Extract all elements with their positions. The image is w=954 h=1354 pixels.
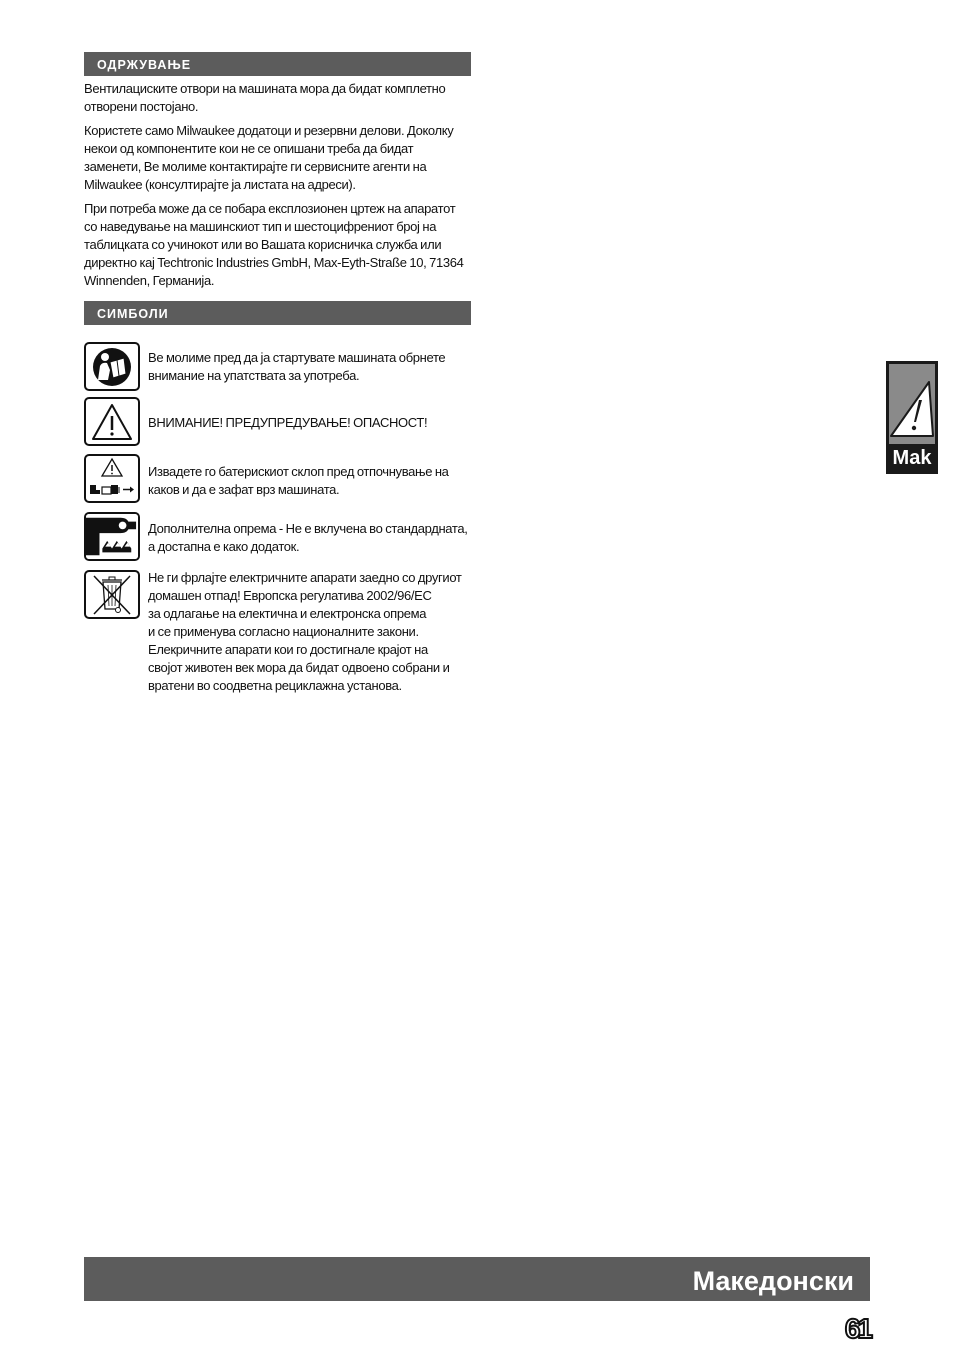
warning-triangle-icon [84, 397, 140, 446]
symbol-row-weee [84, 570, 471, 695]
symbol-text-read-manual: Ве молиме пред да ја стартувате машината обрнете внимание на упатствата за употреба. [148, 350, 446, 383]
footer-language-bar: Македонски [84, 1257, 870, 1301]
maintenance-paragraph-1: Вентилациските отвори на машината мора да бидат комплетно отворени постојано. [84, 81, 446, 114]
main-column [84, 52, 471, 695]
maintenance-paragraph-2: Користете само Milwaukee додатоци и резервни делови. Доколку некои од компонентите кои не се опишани треба да бидат заменети, Ве молиме контактирајте ги сервисните агенти на Milwaukee (консултирајте ја листата на адреси). [84, 123, 454, 192]
read-manual-icon [84, 342, 140, 391]
language-side-tab [886, 361, 938, 474]
section-heading-maintenance: ОДРЖУВАЊЕ [84, 52, 471, 76]
symbol-text-accessory: Дополнителна опрема - Не е вклучена во стандардната, а достапна е како додаток. [148, 521, 468, 554]
symbol-text-remove-battery: Извадете го батерискиот склоп пред отпочнување на каков и да е зафат врз машината. [148, 464, 449, 497]
section-heading-symbols: СИМБОЛИ [84, 301, 471, 325]
page-number: 61 [844, 1313, 870, 1344]
symbol-text-warning: ВНИМАНИЕ! ПРЕДУПРЕДУВАЊЕ! ОПАСНОСТ! [148, 415, 428, 430]
symbol-text-weee: Не ги фрлајте електричните апарати заедно со другиот домашен отпад! Европска регулатива 2002/96/ЕС за одлагање на електична и електронска опрема и се применува согласно националните закони. Елекричните апарати кои го достигнале крајот на својот животен век мора да бидат одвоено собрани и вратени во соодветна рециклажна установа. [148, 570, 462, 693]
accessory-icon [84, 512, 140, 561]
remove-battery-icon [84, 454, 140, 503]
symbol-row-warning [84, 397, 471, 446]
symbol-row-read-manual [84, 342, 471, 391]
weee-bin-icon [84, 570, 140, 619]
warning-exclamation-icon [889, 364, 935, 444]
symbol-row-remove-battery [84, 454, 471, 503]
maintenance-paragraph-3: При потреба може да се побара експлозионен цртеж на апаратот со наведување на машинскиот тип и шестоцифрениот број на таблицката со учинокот или во Вашата корисничка служба или директно кај Techtronic Industries GmbH, Max-Eyth-Straße 10, 71364 Winnenden, Германија. [84, 201, 464, 288]
symbol-row-accessory [84, 512, 471, 561]
side-tab-label: Mak [892, 447, 932, 469]
